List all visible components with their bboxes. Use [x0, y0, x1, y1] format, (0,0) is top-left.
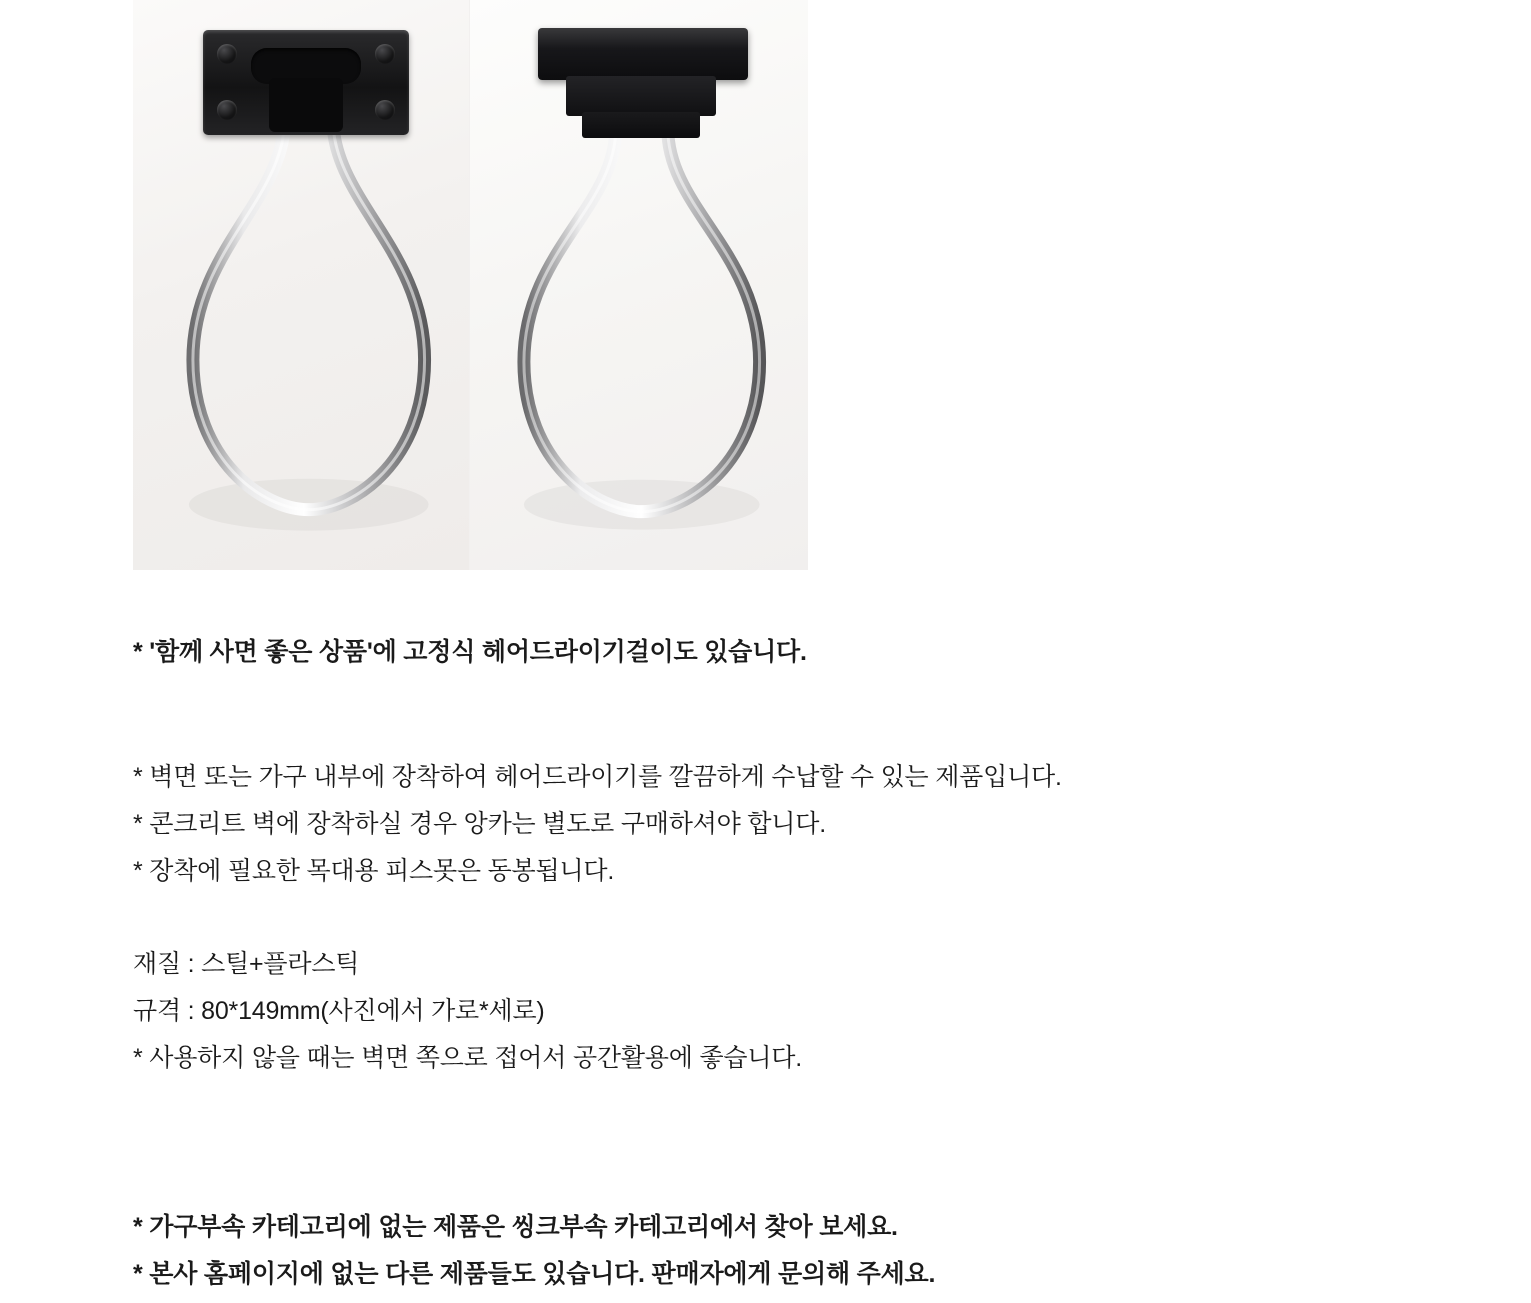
feature-line-2: * 콘크리트 벽에 장착하실 경우 앙카는 별도로 구매하셔야 합니다. — [133, 810, 826, 838]
screw-hole-icon — [217, 100, 237, 120]
product-image-side-view — [469, 0, 809, 570]
spec-size: 규격 : 80*149mm(사진에서 가로*세로) — [133, 997, 545, 1025]
spacer — [133, 665, 1433, 765]
mounting-plate-side-top — [538, 28, 748, 80]
product-image — [133, 0, 808, 570]
feature-line-1: * 벽면 또는 가구 내부에 장착하여 헤어드라이기를 깔끔하게 수납할 수 있는 제품입니다. — [133, 763, 1062, 791]
screw-hole-icon — [217, 44, 237, 64]
footer-line-1: * 가구부속 카테고리에 없는 제품은 씽크부속 카테고리에서 찾아 보세요. — [133, 1213, 898, 1241]
mounting-plate-side-bottom — [582, 112, 700, 138]
mounting-plate-side-mid — [566, 76, 716, 116]
screw-hole-icon — [375, 44, 395, 64]
spec-material: 재질 : 스틸+플라스틱 — [133, 950, 360, 978]
spacer — [133, 1093, 1433, 1193]
footer-line-2: * 본사 홈페이지에 없는 다른 제품들도 있습니다. 판매자에게 문의해 주세요. — [133, 1260, 936, 1288]
mounting-plate-front — [203, 30, 409, 135]
spacer — [133, 906, 1433, 952]
plate-slot-secondary — [269, 78, 343, 132]
note-line: * '함께 사면 좋은 상품'에 고정식 헤어드라이기걸이도 있습니다. — [133, 638, 807, 666]
spec-usage: * 사용하지 않을 때는 벽면 쪽으로 접어서 공간활용에 좋습니다. — [133, 1044, 802, 1072]
product-image-front-view — [133, 0, 469, 570]
spacer — [133, 1193, 1433, 1215]
product-description — [133, 640, 1433, 1287]
screw-hole-icon — [375, 100, 395, 120]
feature-line-3: * 장착에 필요한 목대용 피스못은 동봉됩니다. — [133, 857, 615, 885]
